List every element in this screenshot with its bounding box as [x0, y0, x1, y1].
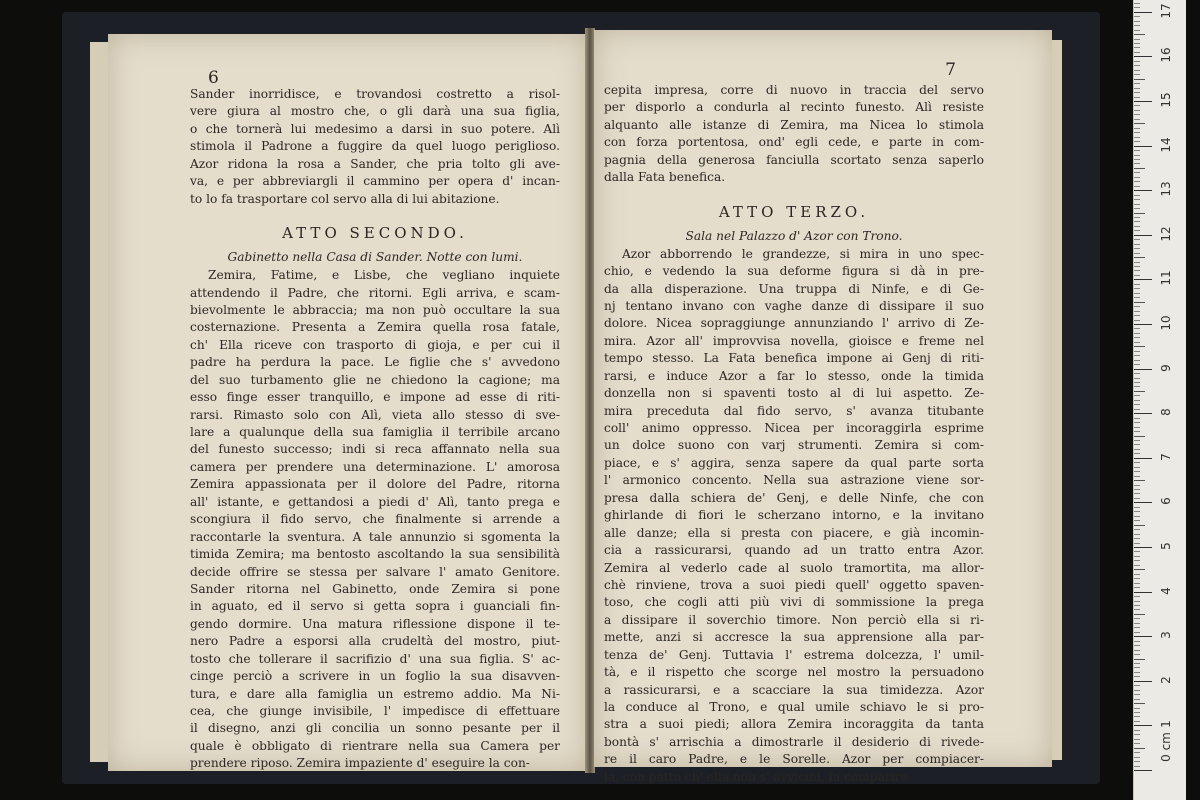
ruler-tick — [1134, 275, 1140, 276]
text-line: piace, e s' aggira, senza sapere da qual parte sorta — [604, 455, 984, 470]
ruler-tick — [1134, 168, 1145, 169]
text-line: a dissipare il soverchio timore. Non perciò ella si ri- — [604, 612, 984, 627]
ruler-tick — [1134, 342, 1140, 343]
ruler-tick — [1134, 556, 1140, 557]
ruler-tick — [1134, 70, 1140, 71]
ruler-tick — [1134, 716, 1140, 717]
text-line: nj tentano invano con vaghe danze di dissipare il suo — [604, 298, 984, 313]
ruler-tick — [1134, 177, 1140, 178]
text-line: Sander ritorna nel Gabinetto, onde Zemira si pone — [190, 581, 560, 596]
right-page-number: 7 — [945, 60, 956, 80]
ruler-tick — [1134, 667, 1140, 668]
ruler-tick — [1134, 355, 1140, 356]
ruler-tick — [1134, 74, 1140, 75]
ruler-tick — [1134, 21, 1140, 22]
ruler-tick — [1134, 404, 1140, 405]
ruler-tick — [1134, 195, 1140, 196]
text-line: del suo turbamento glie ne chiedono la cagione; ma — [190, 372, 560, 387]
text-line: pagnia della generosa fanciulla scortato senza saperlo — [604, 152, 984, 167]
text-line: all' istante, e gettandosi a piedi d' Alì, tanto prega e — [190, 494, 560, 509]
ruler-tick — [1134, 16, 1140, 17]
ruler-tick — [1134, 480, 1145, 481]
ruler-tick — [1134, 391, 1145, 392]
ruler-tick — [1134, 43, 1140, 44]
ruler-tick — [1134, 288, 1140, 289]
ruler-tick — [1134, 516, 1140, 517]
text-line: Sander inorridisce, e trovandosi costretto a risol- — [190, 87, 560, 101]
ruler-tick — [1134, 449, 1140, 450]
ruler-tick — [1134, 471, 1140, 472]
ruler-tick — [1134, 690, 1140, 691]
ruler-tick — [1134, 507, 1140, 508]
ruler-tick — [1134, 511, 1140, 512]
ruler-tick — [1134, 632, 1140, 633]
ruler-tick — [1134, 378, 1140, 379]
text-line: stimola il Padrone a fuggire da quel luogo periglioso. — [190, 139, 560, 154]
ruler-tick — [1134, 770, 1152, 771]
ruler-tick — [1134, 253, 1140, 254]
ruler-tick — [1134, 369, 1152, 370]
text-line: scongiura il fido servo, che finalmente si arrende a — [190, 512, 560, 527]
text-line: costernazione. Presenta a Zemira quella rosa fatale, — [190, 320, 560, 335]
ruler-tick — [1134, 467, 1140, 468]
ruler-tick — [1134, 565, 1140, 566]
text-line: mette, anzi si accresce la sua apprensione alla par- — [604, 630, 984, 645]
text-line: bievolmente le abbraccia; ma non può occultare la sua — [190, 302, 560, 317]
ruler-tick — [1134, 654, 1140, 655]
text-line: chè rinviene, trova a suoi piedi quell' oggetto spaven- — [604, 577, 984, 592]
ruler-label: 17 — [1159, 3, 1173, 19]
text-line: da alla disperazione. Una truppa di Ninfe, e di Ge- — [604, 281, 984, 296]
ruler-tick — [1134, 97, 1140, 98]
ruler-tick — [1134, 699, 1140, 700]
text-line: cinge perciò a scrivere in un foglio la sua disavven- — [190, 669, 560, 684]
ruler-tick — [1134, 493, 1140, 494]
ruler-tick — [1134, 502, 1152, 503]
ruler-tick — [1134, 159, 1140, 160]
ruler-tick — [1134, 39, 1140, 40]
ruler-tick — [1134, 645, 1140, 646]
ruler-tick — [1134, 422, 1140, 423]
ruler-tick — [1134, 244, 1140, 245]
ruler-tick — [1134, 373, 1140, 374]
text-line: dalla Fata benefica. — [604, 170, 726, 185]
ruler-tick — [1134, 529, 1140, 530]
ruler-tick — [1134, 574, 1140, 575]
text-line: l' armonico concento. Nella sua astrazione viene sor- — [604, 473, 984, 488]
ruler-tick — [1134, 458, 1152, 459]
text-line: per disporlo a condurla al recinto funesto. Alì resiste — [604, 100, 984, 115]
ruler-label: 8 — [1159, 408, 1173, 417]
text-line: rarsi. Rimasto solo con Alì, vieta allo stesso di sve- — [190, 407, 560, 422]
ruler-tick — [1134, 672, 1140, 673]
text-line: tà, e il rispetto che scorge nel mostro la persuadono — [604, 665, 984, 680]
ruler-tick — [1134, 351, 1140, 352]
left-page-text — [190, 86, 560, 773]
text-line: cia a rassicurarsi, quando ad un tratto entra Azor. — [604, 543, 984, 558]
ruler-tick — [1134, 199, 1140, 200]
ruler-tick — [1134, 462, 1140, 463]
text-line: attendendo il Padre, che ritorni. Egli arriva, e scam- — [190, 285, 560, 300]
ruler-tick — [1134, 110, 1140, 111]
ruler-tick — [1134, 400, 1140, 401]
ruler-tick — [1134, 163, 1140, 164]
ruler-tick — [1134, 257, 1145, 258]
ruler-tick — [1134, 101, 1152, 102]
ruler-tick — [1134, 172, 1140, 173]
ruler-tick — [1134, 761, 1140, 762]
ruler-tick — [1134, 730, 1140, 731]
ruler-label: 10 — [1159, 315, 1173, 331]
text-line: toso, che cogli atti più vivi di sommissione la prega — [604, 595, 984, 610]
text-line: Azor ridona la rosa a Sander, che pria tolto gli ave- — [190, 156, 560, 171]
ruler-tick — [1134, 123, 1145, 124]
ruler-label: 5 — [1159, 542, 1173, 550]
text-line: chio, e vedendo la sua deforme figura si dà in pre- — [604, 264, 984, 279]
ruler-tick — [1134, 333, 1140, 334]
ruler-tick — [1134, 65, 1140, 66]
ruler-tick — [1134, 190, 1152, 191]
ruler-tick — [1134, 360, 1140, 361]
measurement-ruler — [1133, 0, 1186, 800]
ruler-label: 1 — [1159, 720, 1173, 729]
ruler-tick — [1134, 181, 1140, 182]
ruler-tick — [1134, 204, 1140, 205]
ruler-tick — [1134, 427, 1140, 428]
ruler-tick — [1134, 685, 1140, 686]
ruler-tick — [1134, 311, 1140, 312]
ruler-tick — [1134, 694, 1140, 695]
ruler-tick — [1134, 83, 1140, 84]
ruler-tick — [1134, 614, 1145, 615]
ruler-tick — [1134, 418, 1140, 419]
ruler-tick — [1134, 444, 1140, 445]
right-page-text — [604, 82, 984, 786]
text-line: vere giura al mostro che, o gli darà una sua figlia, — [190, 104, 560, 119]
ruler-tick — [1134, 538, 1140, 539]
ruler-tick — [1134, 766, 1140, 767]
ruler-tick — [1134, 708, 1140, 709]
text-line: cea, che giunge invisibile, l' impedisce di effettuare — [190, 704, 560, 718]
text-line: timida Zemira; ma bentosto ascoltando la sua sensibilità — [190, 547, 560, 562]
ruler-tick — [1134, 551, 1140, 552]
ruler-tick — [1134, 592, 1152, 593]
text-line: esso finge esser tranquillo, e impone ad esse di riti- — [190, 390, 560, 405]
ruler-tick — [1134, 752, 1140, 753]
text-line: del funesto successo; indi si reca affannato nella sua — [190, 442, 560, 457]
ruler-tick — [1134, 213, 1145, 214]
ruler-tick — [1134, 725, 1152, 726]
ruler-tick — [1134, 92, 1140, 93]
ruler-label: 14 — [1159, 136, 1173, 153]
ruler-label: 13 — [1159, 181, 1173, 197]
ruler-tick — [1134, 641, 1140, 642]
ruler-tick — [1134, 489, 1140, 490]
right-page — [594, 30, 1052, 784]
ruler-tick — [1134, 266, 1140, 267]
ruler-label: 4 — [1159, 586, 1173, 595]
ruler-tick — [1134, 315, 1140, 316]
ruler-tick — [1134, 681, 1152, 682]
ruler-tick — [1134, 328, 1140, 329]
ruler-tick — [1134, 230, 1140, 231]
ruler-tick — [1134, 146, 1152, 147]
text-line: bontà s' arrischia a dimostrarle il desiderio di rivede- — [604, 734, 984, 749]
act-heading: ATTO SECONDO. — [282, 224, 468, 243]
text-line: la conduce al Trono, e qual umile schiavo le si pro- — [604, 700, 984, 714]
ruler-tick — [1134, 734, 1140, 735]
ruler-tick — [1134, 137, 1140, 138]
ruler-label: 0 cm — [1159, 732, 1173, 762]
ruler-tick — [1134, 721, 1140, 722]
scene-heading: Sala nel Palazzo d' Azor con Trono. — [685, 228, 903, 243]
ruler-tick — [1134, 364, 1140, 365]
ruler-tick — [1134, 297, 1140, 298]
ruler-label: 3 — [1159, 631, 1173, 640]
ruler-tick — [1134, 346, 1145, 347]
ruler-tick — [1134, 61, 1140, 62]
text-line: va, e per abbreviargli il cammino per opera d' incan- — [190, 174, 560, 189]
text-line: nero Padre a esporsi alla crudeltà del mostro, piut- — [190, 634, 560, 649]
ruler-tick — [1134, 431, 1140, 432]
ruler-tick — [1134, 703, 1145, 704]
text-line: alle danze; ella si presta con piacere, e già incomin- — [604, 525, 984, 540]
text-line: con forza portentosa, ond' egli cede, e parte in com- — [604, 135, 984, 150]
ruler-tick — [1134, 114, 1140, 115]
text-line: to lo fa trasportare col servo alla di lui abitazione. — [190, 191, 500, 206]
text-line: padre ha perdura la pace. Le figlie che s' avvedono — [190, 355, 560, 370]
ruler-tick — [1134, 453, 1140, 454]
ruler-tick — [1134, 395, 1140, 396]
ruler-tick — [1134, 25, 1140, 26]
text-line: decide offrire se stessa per salvare l' amato Genitore. — [190, 564, 560, 579]
text-line: ghirlande di fiori le scherzano intorno, e la invitano — [604, 508, 984, 523]
text-line: tura, e dare alla famiglia un estremo addio. Ma Ni- — [190, 686, 560, 701]
text-line: Zemira appassionata per il dolore del Padre, ritorna — [190, 477, 560, 492]
ruler-tick — [1134, 525, 1145, 526]
ruler-tick — [1134, 498, 1140, 499]
text-line: re il caro Padre, e le Sorelle. Azor per compiacer- — [604, 752, 984, 767]
ruler-tick — [1134, 226, 1140, 227]
ruler-tick — [1134, 712, 1140, 713]
ruler-tick — [1134, 650, 1140, 651]
ruler-label: 16 — [1159, 47, 1173, 64]
text-line: il disegno, anzi gli concilia un sonno pesante per il — [190, 721, 560, 736]
ruler-tick — [1134, 676, 1140, 677]
act-heading: ATTO TERZO. — [718, 202, 870, 221]
ruler-tick — [1134, 217, 1140, 218]
text-line: cepita impresa, corre di nuovo in traccia del servo — [604, 83, 984, 97]
ruler-tick — [1134, 636, 1152, 637]
ruler-tick — [1134, 476, 1140, 477]
ruler-tick — [1134, 663, 1140, 664]
ruler-tick — [1134, 320, 1140, 321]
text-line: donzella non si spaventi tosto al di lui aspetto. Ze- — [604, 386, 984, 401]
ruler-tick — [1134, 560, 1140, 561]
ruler-tick — [1134, 382, 1140, 383]
ruler-tick — [1134, 30, 1140, 31]
text-line: tosto che tollerare il sacrifizio d' una sua figlia. S' ac- — [190, 651, 560, 666]
ruler-tick — [1134, 520, 1140, 521]
ruler-tick — [1134, 409, 1140, 410]
text-line: stra a suoi piedi; allora Zemira incoraggita da tanta — [604, 717, 984, 732]
ruler-tick — [1134, 119, 1140, 120]
ruler-tick — [1134, 386, 1140, 387]
text-line: mira preceduta dal fido servo, s' avanza titubante — [604, 403, 984, 418]
ruler-tick — [1134, 739, 1140, 740]
ruler-tick — [1134, 578, 1140, 579]
ruler-tick — [1134, 547, 1152, 548]
ruler-tick — [1134, 413, 1152, 414]
text-line: tempo stesso. La Fata benefica impone ai Genj di riti- — [604, 351, 984, 366]
ruler-tick — [1134, 623, 1140, 624]
ruler-tick — [1134, 52, 1140, 53]
ruler-tick — [1134, 3, 1140, 4]
text-line: rarsi, e induce Azor a far lo stesso, onde la timida — [604, 368, 984, 383]
ruler-tick — [1134, 583, 1140, 584]
ruler-label: 9 — [1159, 363, 1173, 372]
ruler-label: 6 — [1159, 497, 1173, 506]
ruler-tick — [1134, 186, 1140, 187]
ruler-tick — [1134, 485, 1140, 486]
ruler-tick — [1134, 56, 1152, 57]
text-line: lare a qualunque della sua famiglia il terribile arcano — [190, 425, 560, 439]
text-line: presa dalla schiera de' Genj, e delle Ninfe, che con — [604, 490, 984, 505]
ruler-tick — [1134, 569, 1145, 570]
left-page — [108, 34, 588, 771]
text-line: la, con patto ch' ella non s' avvicini, fa comparire — [604, 769, 908, 784]
ruler-tick — [1134, 34, 1145, 35]
text-line: a rassicurarsi, e a scacciare la sua timidezza. Azor — [604, 682, 984, 697]
ruler-tick — [1134, 302, 1145, 303]
ruler-tick — [1134, 88, 1140, 89]
ruler-tick — [1134, 324, 1152, 325]
ruler-tick — [1134, 605, 1140, 606]
ruler-tick — [1134, 128, 1140, 129]
left-page-number: 6 — [208, 68, 219, 88]
ruler-tick — [1134, 293, 1140, 294]
ruler-tick — [1134, 279, 1152, 280]
ruler-tick — [1134, 436, 1145, 437]
ruler-label: 15 — [1159, 92, 1173, 108]
text-line: quale è obbligato di rientrare nella sua Camera per — [190, 738, 560, 753]
ruler-tick — [1134, 337, 1140, 338]
ruler-tick — [1134, 208, 1140, 209]
ruler-label: 2 — [1159, 675, 1173, 684]
ruler-tick — [1134, 235, 1152, 236]
ruler-tick — [1134, 12, 1152, 13]
text-line: ch' Ella riceve con trasporto di gioja, e per cui il — [190, 337, 560, 352]
ruler-tick — [1134, 262, 1140, 263]
ruler-tick — [1134, 105, 1140, 106]
ruler-tick — [1134, 587, 1140, 588]
ruler-label: 11 — [1159, 270, 1173, 287]
ruler-tick — [1134, 596, 1140, 597]
ruler-tick — [1134, 47, 1140, 48]
text-line: coll' animo oppresso. Nicea per incoraggirla esprime — [604, 421, 984, 435]
text-line: raccontarle la sventura. A tale annunzio si sgomenta la — [190, 529, 560, 544]
ruler-tick — [1134, 150, 1140, 151]
ruler-tick — [1134, 618, 1140, 619]
ruler-tick — [1134, 601, 1140, 602]
ruler-tick — [1134, 248, 1140, 249]
scene-heading: Gabinetto nella Casa di Sander. Notte con lumi. — [227, 250, 523, 265]
ruler-tick — [1134, 7, 1140, 8]
ruler-tick — [1134, 748, 1145, 749]
ruler-tick — [1134, 757, 1140, 758]
ruler-tick — [1134, 239, 1140, 240]
text-line: mira. Azor all' improvvisa novella, gioisce e freme nel — [604, 333, 984, 348]
ruler-tick — [1134, 155, 1140, 156]
text-line: in aguato, ed il servo si getta sopra i guanciali fin- — [190, 599, 560, 614]
text-line: prendere riposo. Zemira impaziente d' eseguire la con- — [190, 756, 530, 771]
text-line: tenza de' Genj. Tuttavia l' estrema dolcezza, l' umil- — [604, 647, 984, 662]
text-line: camera per prendere una determinazione. L' amorosa — [190, 459, 560, 474]
ruler-label: 12 — [1159, 226, 1173, 242]
text-line: Azor abborrendo le grandezze, si mira in uno spec- — [622, 246, 984, 261]
ruler-label: 7 — [1159, 452, 1173, 461]
text-line: Zemira al vederlo cade al suolo tramortita, ma allor- — [604, 560, 984, 575]
ruler-tick — [1134, 221, 1140, 222]
text-line: o che tornerà lui medesimo a darsi in suo potere. Alì — [190, 121, 560, 136]
ruler-tick — [1134, 543, 1140, 544]
ruler-tick — [1134, 659, 1145, 660]
ruler-tick — [1134, 609, 1140, 610]
ruler-tick — [1134, 534, 1140, 535]
text-line: un dolce suono con varj strumenti. Zemira si com- — [604, 438, 984, 453]
ruler-tick — [1134, 627, 1140, 628]
ruler-tick — [1134, 743, 1140, 744]
ruler-tick — [1134, 141, 1140, 142]
ruler-tick — [1134, 270, 1140, 271]
text-line: gendo dormire. Una matura riflessione dispone il te- — [190, 616, 560, 631]
ruler-tick — [1134, 440, 1140, 441]
ruler-tick — [1134, 132, 1140, 133]
text-line: alquanto alle istanze di Zemira, ma Nicea lo stimola — [604, 117, 984, 132]
ruler-tick — [1134, 284, 1140, 285]
text-line: dolore. Nicea sopraggiunge annunziando l' arrivo di Ze- — [604, 316, 984, 331]
ruler-tick — [1134, 79, 1145, 80]
text-line: Zemira, Fatime, e Lisbe, che vegliano inquiete — [208, 268, 560, 283]
ruler-tick — [1134, 306, 1140, 307]
